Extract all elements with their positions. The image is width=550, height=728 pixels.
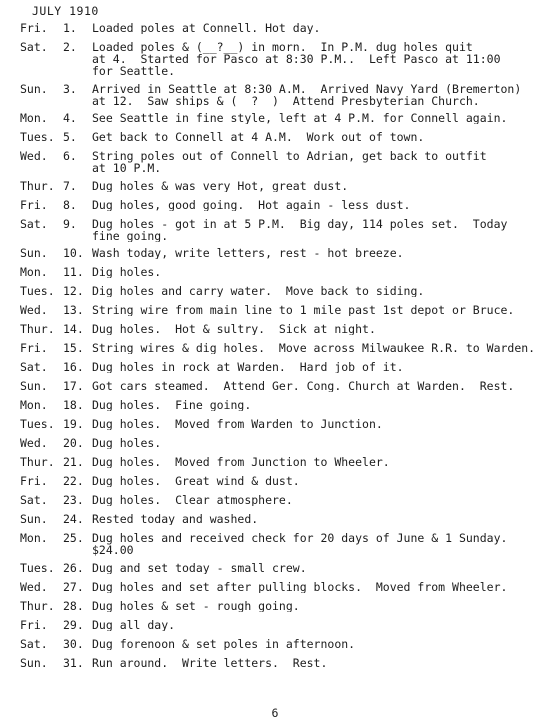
entry-date bbox=[20, 600, 92, 612]
entry-text: Dig holes. bbox=[92, 266, 162, 278]
entry-day-number: 19. bbox=[63, 417, 84, 431]
entry-date bbox=[20, 513, 92, 525]
diary-entry bbox=[20, 150, 545, 174]
entry-weekday: Wed. bbox=[20, 579, 48, 594]
entry-weekday: Fri. bbox=[20, 21, 48, 35]
diary-entry bbox=[20, 494, 545, 506]
entry-day-number: 2. bbox=[63, 40, 77, 54]
diary-entry bbox=[20, 41, 545, 77]
diary-entry bbox=[20, 218, 545, 242]
diary-entry bbox=[20, 619, 545, 631]
entry-weekday: Sun. bbox=[20, 246, 48, 260]
entry-day-number: 23. bbox=[63, 493, 84, 507]
entry-day-number: 27. bbox=[63, 579, 84, 594]
entry-weekday: Sat. bbox=[20, 493, 48, 507]
entry-date bbox=[20, 112, 92, 124]
entry-text: String wires & dig holes. Move across Milwaukee R.R. to Warden. bbox=[92, 342, 536, 354]
entry-date bbox=[20, 399, 92, 411]
entry-date bbox=[20, 494, 92, 506]
entry-text: Wash today, write letters, rest - hot breeze. bbox=[92, 247, 404, 259]
entry-weekday: Sat. bbox=[20, 360, 48, 374]
entry-weekday: Wed. bbox=[20, 436, 48, 450]
entry-day-number: 1. bbox=[63, 21, 77, 35]
entry-weekday: Tues. bbox=[20, 130, 55, 144]
entry-weekday: Sat. bbox=[20, 216, 48, 231]
diary-entry bbox=[20, 247, 545, 259]
entry-date bbox=[20, 285, 92, 297]
entry-date bbox=[20, 199, 92, 211]
diary-entries bbox=[20, 22, 545, 676]
entry-text: String wire from main line to 1 mile past 1st depot or Bruce. bbox=[92, 304, 515, 316]
entry-text: Rested today and washed. bbox=[92, 513, 259, 525]
entry-date bbox=[20, 180, 92, 192]
entry-text: Arrived in Seattle at 8:30 A.M. Arrived Navy Yard (Bremerton) at 12. Saw ships & (__?__) Attend Presbyterian Church. bbox=[92, 82, 522, 107]
entry-date bbox=[20, 532, 92, 556]
diary-entry bbox=[20, 418, 545, 430]
entry-date bbox=[20, 619, 92, 631]
diary-entry bbox=[20, 112, 545, 124]
diary-entry bbox=[20, 513, 545, 525]
entry-text: See Seattle in fine style, left at 4 P.M. for Connell again. bbox=[92, 112, 508, 124]
entry-day-number: 25. bbox=[63, 531, 84, 545]
entry-text: Loaded poles at Connell. Hot day. bbox=[92, 22, 321, 34]
entry-date bbox=[20, 41, 92, 77]
entry-date bbox=[20, 266, 92, 278]
entry-date bbox=[20, 150, 92, 174]
entry-date bbox=[20, 323, 92, 335]
entry-day-number: 10. bbox=[63, 246, 84, 260]
entry-text: Dug all day. bbox=[92, 618, 176, 631]
entry-date bbox=[20, 218, 92, 242]
entry-text: Dug holes in rock at Warden. Hard job of it. bbox=[92, 361, 404, 373]
entry-day-number: 18. bbox=[63, 398, 84, 412]
entry-day-number: 6. bbox=[63, 149, 77, 163]
entry-weekday: Thur. bbox=[20, 322, 55, 336]
entry-date bbox=[20, 83, 92, 107]
entry-date bbox=[20, 437, 92, 449]
entry-text: Dug holes. bbox=[92, 437, 162, 449]
entry-text: Dug forenoon & set poles in afternoon. bbox=[92, 637, 356, 650]
entry-weekday: Fri. bbox=[20, 197, 48, 212]
diary-entry bbox=[20, 199, 545, 211]
entry-weekday: Sun. bbox=[20, 379, 48, 393]
entry-date bbox=[20, 342, 92, 354]
entry-text: Dug and set today - small crew. bbox=[92, 561, 307, 574]
entry-day-number: 14. bbox=[63, 322, 84, 336]
diary-entry bbox=[20, 581, 545, 593]
diary-entry bbox=[20, 437, 545, 449]
entry-text: Dug holes - got in at 5 P.M. Big day, 114 poles set. Today fine going. bbox=[92, 217, 508, 242]
entry-date bbox=[20, 581, 92, 593]
entry-text: Dug holes. Fine going. bbox=[92, 399, 252, 411]
entry-weekday: Wed. bbox=[20, 303, 48, 317]
entry-text: Get back to Connell at 4 A.M. Work out of town. bbox=[92, 131, 425, 143]
entry-day-number: 21. bbox=[63, 455, 84, 469]
entry-weekday: Sun. bbox=[20, 81, 48, 96]
entry-weekday: Tues. bbox=[20, 284, 55, 298]
entry-day-number: 7. bbox=[63, 178, 77, 193]
diary-entry bbox=[20, 657, 545, 669]
diary-entry bbox=[20, 131, 545, 143]
entry-text: Dug holes & set - rough going. bbox=[92, 599, 300, 612]
entry-weekday: Thur. bbox=[20, 178, 55, 193]
entry-weekday: Mon. bbox=[20, 265, 48, 279]
entry-weekday: Fri. bbox=[20, 341, 48, 355]
entry-text: Dug holes and set after pulling blocks. Moved from Wheeler. bbox=[92, 580, 508, 593]
entry-text: Dug holes. Moved from Warden to Junction. bbox=[92, 418, 383, 430]
page-number: 6 bbox=[271, 706, 279, 720]
diary-entry bbox=[20, 180, 545, 192]
diary-entry bbox=[20, 562, 545, 574]
entry-weekday: Sat. bbox=[20, 636, 48, 651]
diary-entry bbox=[20, 380, 545, 392]
entry-weekday: Fri. bbox=[20, 617, 48, 632]
entry-weekday: Tues. bbox=[20, 417, 55, 431]
entry-day-number: 28. bbox=[63, 598, 84, 613]
entry-date bbox=[20, 418, 92, 430]
diary-entry bbox=[20, 22, 545, 34]
entry-day-number: 3. bbox=[63, 81, 77, 96]
entry-date bbox=[20, 380, 92, 392]
entry-text: Dug holes and received check for 20 days of June & 1 Sunday. $24.00 bbox=[92, 532, 508, 556]
diary-entry bbox=[20, 266, 545, 278]
entry-day-number: 5. bbox=[63, 130, 77, 144]
entry-weekday: Thur. bbox=[20, 455, 55, 469]
entry-day-number: 22. bbox=[63, 474, 84, 488]
entry-date bbox=[20, 456, 92, 468]
entry-date bbox=[20, 131, 92, 143]
entry-day-number: 16. bbox=[63, 360, 84, 374]
entry-text: Dug holes. Hot & sultry. Sick at night. bbox=[92, 323, 376, 335]
entry-day-number: 12. bbox=[63, 284, 84, 298]
entry-day-number: 17. bbox=[63, 379, 84, 393]
entry-day-number: 8. bbox=[63, 197, 77, 212]
entry-weekday: Wed. bbox=[20, 149, 48, 163]
entry-day-number: 15. bbox=[63, 341, 84, 355]
entry-date bbox=[20, 657, 92, 669]
entry-text: Dug holes, good going. Hot again - less dust. bbox=[92, 198, 411, 211]
entry-date bbox=[20, 475, 92, 487]
entry-weekday: Sun. bbox=[20, 512, 48, 526]
entry-day-number: 20. bbox=[63, 436, 84, 450]
entry-day-number: 30. bbox=[63, 636, 84, 651]
entry-date bbox=[20, 361, 92, 373]
entry-text: Dig holes and carry water. Move back to siding. bbox=[92, 285, 425, 297]
entry-weekday: Tues. bbox=[20, 560, 55, 575]
entry-weekday: Fri. bbox=[20, 474, 48, 488]
entry-day-number: 9. bbox=[63, 216, 77, 231]
entry-text: String poles out of Connell to Adrian, get back to outfit at 10 P.M. bbox=[92, 150, 487, 174]
entry-day-number: 24. bbox=[63, 512, 84, 526]
diary-entry bbox=[20, 323, 545, 335]
diary-entry bbox=[20, 638, 545, 650]
entry-text: Run around. Write letters. Rest. bbox=[92, 656, 328, 669]
entry-weekday: Mon. bbox=[20, 531, 48, 545]
entry-day-number: 31. bbox=[63, 655, 84, 670]
entry-text: Got cars steamed. Attend Ger. Cong. Church at Warden. Rest. bbox=[92, 380, 515, 392]
entry-day-number: 29. bbox=[63, 617, 84, 632]
entry-weekday: Sat. bbox=[20, 40, 48, 54]
entry-text: Loaded poles & (__?__) in morn. In P.M. dug holes quit at 4. Started for Pasco at 8:30 P.M.. Left Pasco at 11:00 for Seattle. bbox=[92, 41, 501, 77]
entry-date bbox=[20, 304, 92, 316]
diary-entry bbox=[20, 285, 545, 297]
page-heading: JULY 1910 bbox=[32, 4, 99, 18]
entry-day-number: 26. bbox=[63, 560, 84, 575]
diary-entry bbox=[20, 361, 545, 373]
entry-date bbox=[20, 22, 92, 34]
diary-entry bbox=[20, 304, 545, 316]
entry-text: Dug holes & was very Hot, great dust. bbox=[92, 179, 349, 192]
entry-weekday: Thur. bbox=[20, 598, 55, 613]
diary-entry bbox=[20, 83, 545, 107]
entry-date bbox=[20, 638, 92, 650]
entry-date bbox=[20, 247, 92, 259]
entry-text: Dug holes. Moved from Junction to Wheeler. bbox=[92, 456, 390, 468]
entry-text: Dug holes. Clear atmosphere. bbox=[92, 494, 293, 506]
entry-day-number: 13. bbox=[63, 303, 84, 317]
diary-entry bbox=[20, 342, 545, 354]
diary-entry bbox=[20, 600, 545, 612]
entry-weekday: Sun. bbox=[20, 655, 48, 670]
entry-weekday: Mon. bbox=[20, 111, 48, 125]
diary-entry bbox=[20, 475, 545, 487]
entry-text: Dug holes. Great wind & dust. bbox=[92, 475, 300, 487]
entry-weekday: Mon. bbox=[20, 398, 48, 412]
diary-entry bbox=[20, 456, 545, 468]
diary-entry bbox=[20, 532, 545, 556]
entry-date bbox=[20, 562, 92, 574]
entry-day-number: 11. bbox=[63, 265, 84, 279]
diary-entry bbox=[20, 399, 545, 411]
entry-day-number: 4. bbox=[63, 111, 77, 125]
